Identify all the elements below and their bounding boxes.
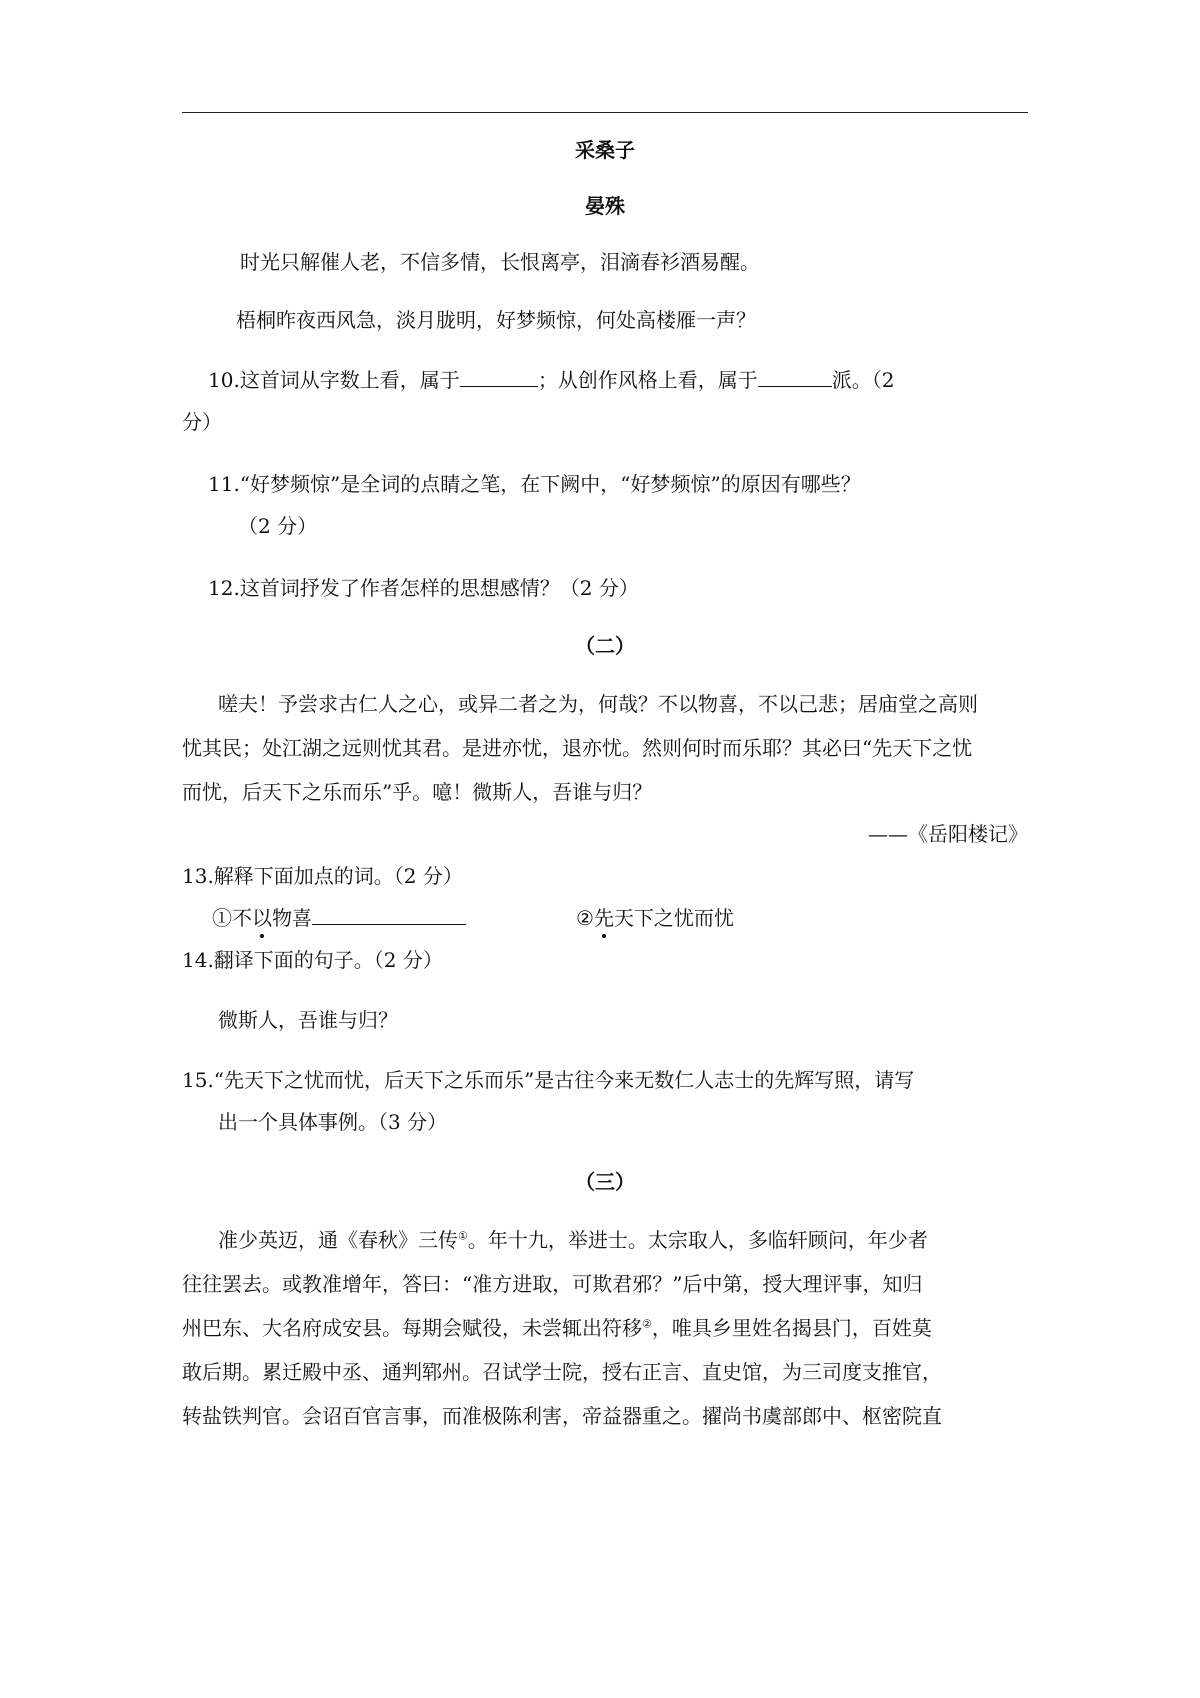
question-10-part3: 派。（2 <box>831 368 895 392</box>
passage-2-line-2: 忧其民；处江湖之远则忧其君。是进亦忧，退亦忧。然则何时而乐耶？其必曰“先天下之忧 <box>182 736 973 760</box>
question-11-line2: （2 分） <box>238 514 318 538</box>
question-10-line2: 分） <box>182 410 222 434</box>
item-2-suffix: 天下之忧而忧 <box>613 906 734 930</box>
passage-2-line-1: 嗟夫！予尝求古仁人之心，或异二者之为，何哉？不以物喜，不以己悲；居庙堂之高则 <box>218 692 978 716</box>
question-13: 13.解释下面加点的词。（2 分） <box>182 864 463 888</box>
header-rule <box>182 112 1028 113</box>
question-10-part1: 10.这首词从字数上看，属于 <box>208 368 460 392</box>
question-14: 14.翻译下面的句子。（2 分） <box>182 948 443 972</box>
answer-blank-word-count[interactable] <box>460 366 538 387</box>
dotted-char-1: 以 <box>252 906 272 930</box>
passage-3-line-3 <box>182 1314 932 1342</box>
section-3-heading: （三） <box>575 1170 635 1194</box>
dotted-char-2: 先 <box>593 906 614 930</box>
question-10-part2: ；从创作风格上看，属于 <box>537 368 758 392</box>
passage-3-line-1-a: 准少英迈，通《春秋》三传 <box>218 1228 458 1252</box>
passage-3-line-1 <box>218 1226 928 1254</box>
question-15-line2: 出一个具体事例。（3 分） <box>218 1110 448 1134</box>
item-1-prefix: ①不 <box>212 906 252 930</box>
passage-3-line-3-b: ，唯具乡里姓名揭县门，百姓莫 <box>651 1316 932 1340</box>
question-12: 12.这首词抒发了作者怎样的思想感情？（2 分） <box>208 576 639 600</box>
passage-2-line-3: 而忧，后天下之乐而乐”乎。噫！微斯人，吾谁与归？ <box>182 780 653 804</box>
answer-blank-13-1[interactable] <box>312 904 466 925</box>
question-13-item-1 <box>212 904 466 932</box>
footnote-marker-2: ② <box>642 1317 652 1331</box>
section-2-heading: （二） <box>575 634 635 658</box>
question-10 <box>208 366 895 394</box>
footnote-marker-1: ① <box>458 1229 468 1243</box>
question-14-sentence: 微斯人，吾谁与归？ <box>218 1008 398 1032</box>
poem-line-1: 时光只解催人老，不信多情，长恨离亭，泪滴春衫酒易醒。 <box>240 250 760 274</box>
poem-line-2: 梧桐昨夜西风急，淡月胧明，好梦频惊，何处高楼雁一声？ <box>236 308 756 332</box>
question-13-item-2 <box>576 904 734 932</box>
question-15: 15.“先天下之忧而忧，后天下之乐而乐”是古往今来无数仁人志士的先辉写照，请写 <box>182 1068 915 1092</box>
answer-blank-style[interactable] <box>758 366 832 387</box>
question-11: 11.“好梦频惊”是全词的点睛之笔，在下阙中，“好梦频惊”的原因有哪些？ <box>208 472 861 496</box>
passage-3-line-1-b: 。年十九，举进士。太宗取人，多临轩顾问，年少者 <box>467 1228 928 1252</box>
passage-3-line-5: 转盐铁判官。会诏百官言事，而准极陈利害，帝益器重之。擢尚书虞部郎中、枢密院直 <box>182 1404 942 1428</box>
poem-author: 晏殊 <box>585 194 625 218</box>
passage-2-source: ——《岳阳楼记》 <box>868 822 1028 846</box>
passage-3-line-4: 敢后期。累迁殿中丞、通判郓州。召试学士院，授右正言、直史馆，为三司度支推官， <box>182 1360 942 1384</box>
passage-3-line-2: 往往罢去。或教准增年，答曰：“准方进取，可欺君邪？”后中第，授大理评事，知归 <box>182 1272 923 1296</box>
item-2-prefix: ② <box>576 906 594 930</box>
poem-title: 采桑子 <box>575 138 635 162</box>
item-1-suffix: 物喜 <box>272 906 312 930</box>
passage-3-line-3-a: 州巴东、大名府成安县。每期会赋役，未尝辄出符移 <box>182 1316 642 1340</box>
